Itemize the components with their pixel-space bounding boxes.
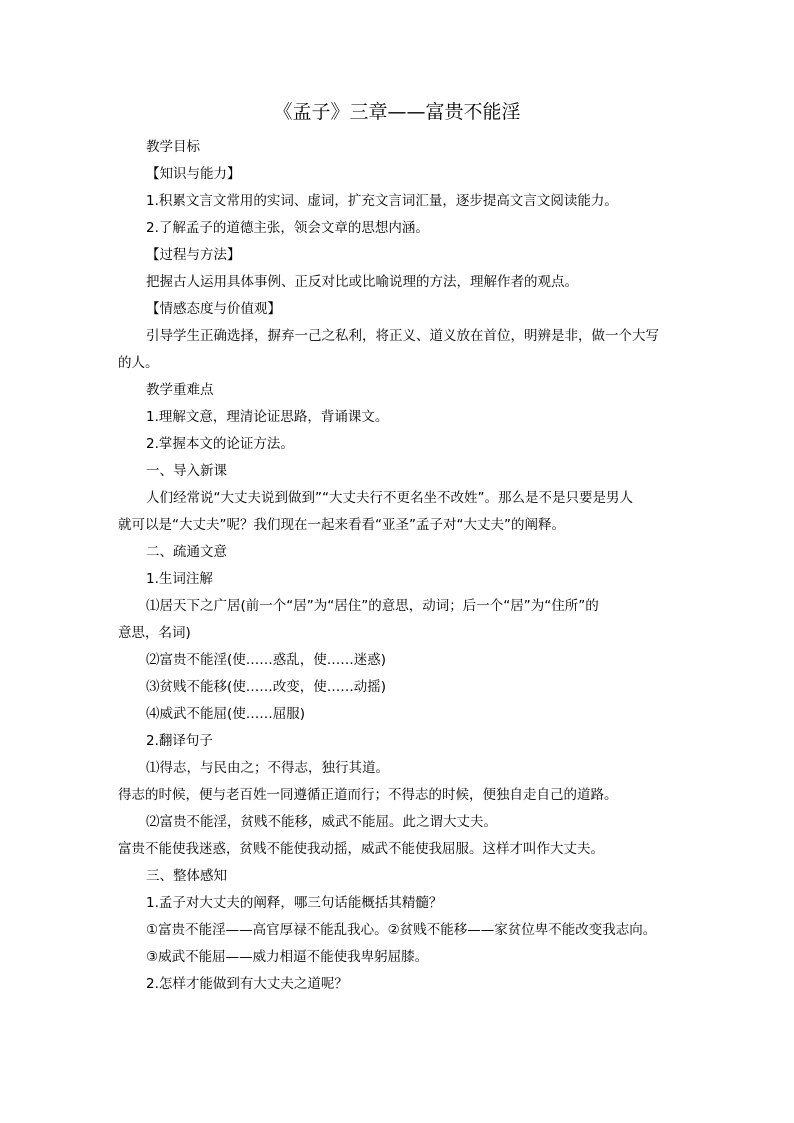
subheading-knowledge: 【知识与能力】 (146, 166, 241, 182)
page-title: 《孟子》三章——富贵不能淫 (273, 101, 521, 123)
translation-text: 富贵不能使我迷惑，贫贱不能使我动摇，威武不能使我屈服。这样才叫作大丈夫。 (118, 841, 604, 857)
subheading-translate: 2.翻译句子 (146, 733, 213, 749)
paragraph: 2.了解孟子的道德主张，领会文章的思想内涵。 (146, 220, 429, 236)
section-heading-objectives: 教学目标 (146, 139, 200, 155)
paragraph-continuation: 的人。 (118, 355, 159, 371)
paragraph: 2.掌握本文的论证方法。 (146, 436, 294, 452)
paragraph: 1.理解文意，理清论证思路，背诵课文。 (146, 409, 389, 425)
list-item: ⑷威武不能屈(使……屈服) (146, 706, 306, 722)
question-item: 2.怎样才能做到有大丈夫之道呢？ (146, 976, 348, 992)
translation-text: 得志的时候，便与老百姓一同遵循正道而行；不得志的时候，便独自走自己的道路。 (118, 787, 618, 803)
list-item: ⑵富贵不能淫，贫贱不能移，威武不能屈。此之谓大丈夫。 (146, 814, 497, 830)
list-item: ⑵富贵不能淫(使……惑乱，使……迷惑) (146, 652, 387, 668)
list-item: ⑴居天下之广居(前一个“居”为“居住”的意思，动词；后一个“居”为“住所”的 (146, 598, 599, 614)
paragraph: 引导学生正确选择，摒弃一己之私利，将正义、道义放在首位，明辨是非，做一个大写 (146, 328, 659, 344)
answer-text: ①富贵不能淫——高官厚禄不能乱我心。②贫贱不能移——家贫位卑不能改变我志向。 (146, 922, 657, 938)
section-heading-overall: 三、整体感知 (146, 868, 227, 884)
section-heading-meaning: 二、疏通文意 (146, 544, 227, 560)
list-item: ⑶贫贱不能移(使……改变，使……动摇) (146, 679, 387, 695)
section-heading-intro: 一、导入新课 (146, 463, 227, 479)
subheading-attitude: 【情感态度与价值观】 (146, 301, 281, 317)
list-item: ⑴得志，与民由之；不得志，独行其道。 (146, 760, 389, 776)
paragraph-continuation: 就可以是“大丈夫”呢？我们现在一起来看看“亚圣”孟子对“大丈夫”的阐释。 (118, 517, 565, 533)
paragraph: 人们经常说“大丈夫说到做到”“大丈夫行不更名坐不改姓”。那么是不是只要是男人 (146, 490, 633, 506)
paragraph: 1.积累文言文常用的实词、虚词，扩充文言词汇量，逐步提高文言文阅读能力。 (146, 193, 618, 209)
document-body (118, 134, 688, 998)
question-item: 1.孟子对大丈夫的阐释，哪三句话能概括其精髓？ (146, 895, 443, 911)
section-heading-keypoints: 教学重难点 (146, 382, 214, 398)
answer-text: ③威武不能屈——威力相逼不能使我卑躬屈膝。 (146, 949, 429, 965)
subheading-process: 【过程与方法】 (146, 247, 241, 263)
paragraph: 把握古人运用具体事例、正反对比或比喻说理的方法，理解作者的观点。 (146, 274, 578, 290)
list-item-continuation: 意思，名词) (118, 625, 191, 641)
subheading-vocab: 1.生词注解 (146, 571, 213, 587)
